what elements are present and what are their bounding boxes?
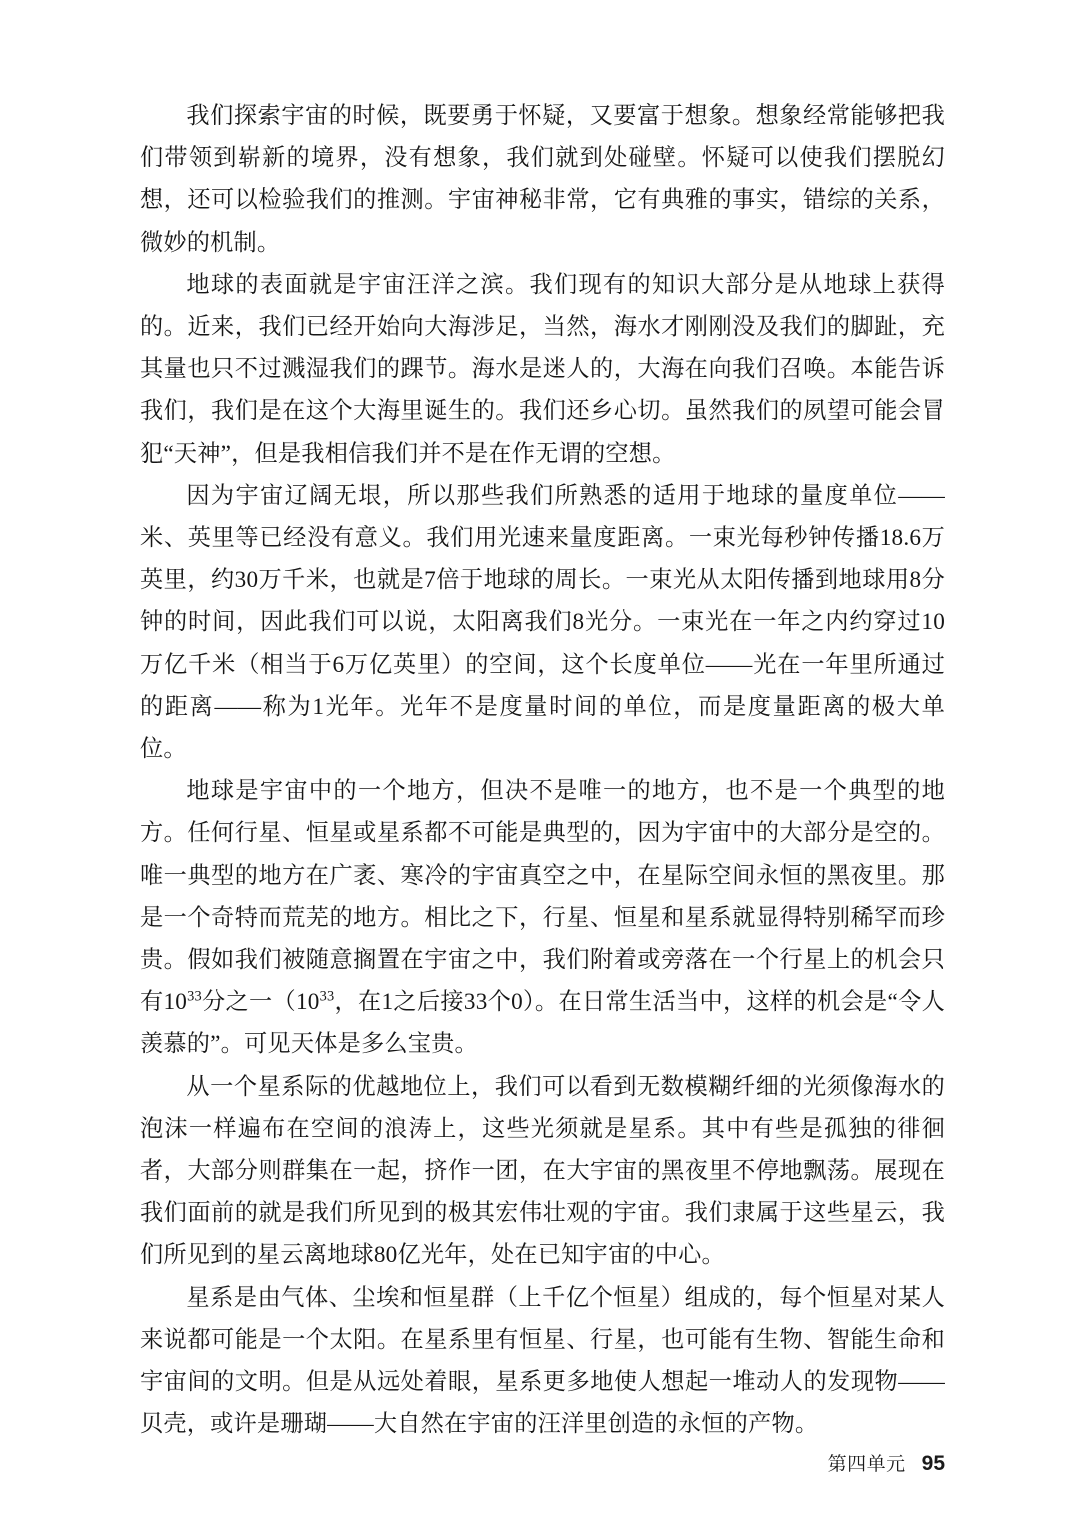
paragraph: 地球的表面就是宇宙汪洋之滨。我们现有的知识大部分是从地球上获得的。近来，我们已经开始向大海涉足，当然，海水才刚刚没及我们的脚趾，充其量也只不过溅湿我们的踝节。海水是迷人的，大海在向我们召唤。本能告诉我们，我们是在这个大海里诞生的。我们还乡心切。虽然我们的夙望可能会冒犯“天神”，但是我相信我们并不是在作无谓的空想。 (140, 271, 945, 467)
page-number: 95 (921, 1452, 945, 1475)
unit-label: 第四单元 (827, 1454, 906, 1475)
paragraph: 我们探索宇宙的时候，既要勇于怀疑，又要富于想象。想象经常能够把我们带领到崭新的境界，没有想象，我们就到处碰壁。怀疑可以使我们摆脱幻想，还可以检验我们的推测。宇宙神秘非常，它有典雅的事实，错综的关系，微妙的机制。 (140, 103, 945, 256)
paragraph: 从一个星系际的优越地位上，我们可以看到无数模糊纤细的光须像海水的泡沫一样遍布在空间的浪涛上，这些光须就是星系。其中有些是孤独的徘徊者，大部分则群集在一起，挤作一团，在大宇宙的黑夜里不停地飘荡。展现在我们面前的就是我们所见到的极其宏伟壮观的宇宙。我们隶属于这些星云，我们所见到的星云离地球80亿光年，处在已知宇宙的中心。 (140, 1073, 945, 1269)
paragraph: 星系是由气体、尘埃和恒星群（上千亿个恒星）组成的，每个恒星对某人来说都可能是一个太阳。在星系里有恒星、行星，也可能有生物、智能生命和宇宙间的文明。但是从远处着眼，星系更多地使人想起一堆动人的发现物——贝壳，或许是珊瑚——大自然在宇宙的汪洋里创造的永恒的产物。 (140, 1284, 945, 1438)
paragraph: 因为宇宙辽阔无垠，所以那些我们所熟悉的适用于地球的量度单位——米、英里等已经没有意义。我们用光速来量度距离。一束光每秒钟传播18.6万英里，约30万千米，也就是7倍于地球的周长。一束光从太阳传播到地球用8分钟的时间，因此我们可以说，太阳离我们8光分。一束光在一年之内约穿过10万亿千米（相当于6万亿英里）的空间，这个长度单位——光在一年里所通过的距离——称为1光年。光年不是度量时间的单位，而是度量距离的极大单位。 (140, 482, 945, 763)
article-body (140, 95, 945, 1446)
paragraph: 地球是宇宙中的一个地方，但决不是唯一的地方，也不是一个典型的地方。任何行星、恒星或星系都不可能是典型的，因为宇宙中的大部分是空的。唯一典型的地方在广袤、寒冷的宇宙真空之中，在星际空间永恒的黑夜里。那是一个奇特而荒芜的地方。相比之下，行星、恒星和星系就显得特别稀罕而珍贵。假如我们被随意搁置在宇宙之中，我们附着或旁落在一个行星上的机会只有$10^{33}$分之一（$10^{33}$，在1之后接33个0）。在日常生活当中，这样的机会是“令人羡慕的”。可见天体是多么宝贵。 (140, 778, 945, 1058)
page-footer (828, 1449, 945, 1476)
